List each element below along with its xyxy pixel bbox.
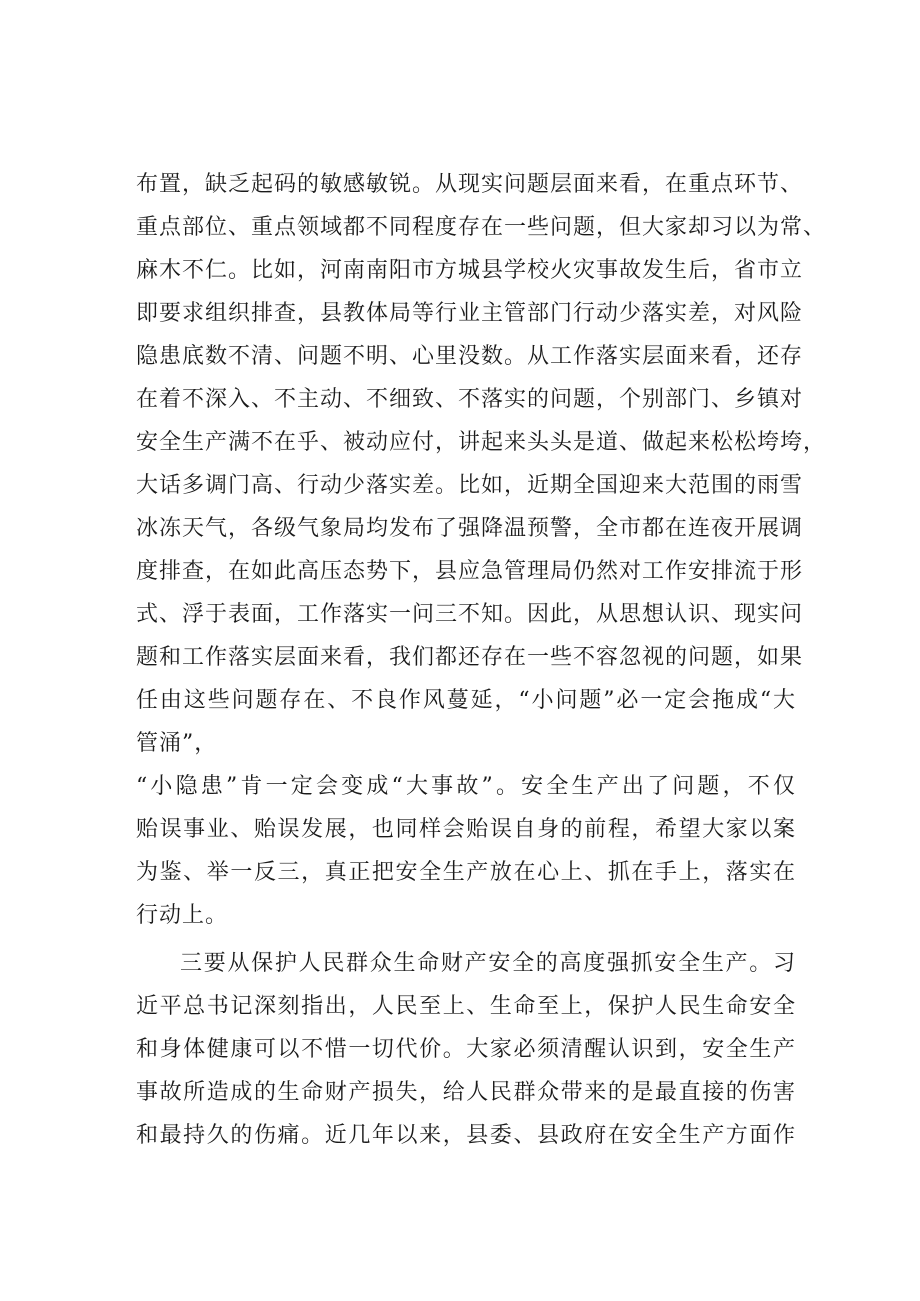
text-line: 安全生产满不在乎、被动应付，讲起来头头是道、做起来松松垮垮， xyxy=(136,430,827,455)
text-line: 和身体健康可以不惜一切代价。大家必须清醒认识到，安全生产 xyxy=(136,1037,796,1062)
text-line: 题和工作落实层面来看，我们都还存在一些不容忽视的问题，如果 xyxy=(136,645,804,670)
text-line: 任由这些问题存在、不良作风蔓延，“小问题”必一定会拖成“大 xyxy=(136,688,796,713)
text-line: 和最持久的伤痛。近几年以来，县委、县政府在安全生产方面作 xyxy=(136,1123,796,1148)
text-line: 度排查，在如此高压态势下，县应急管理局仍然对工作安排流于形 xyxy=(136,559,804,584)
text-line: 隐患底数不清、问题不明、心里没数。从工作落实层面来看，还存 xyxy=(136,344,804,369)
text-line: 大话多调门高、行动少落实差。比如，近期全国迎来大范围的雨雪 xyxy=(136,473,804,498)
text-line: 管涌”， xyxy=(136,731,218,756)
text-line: 为鉴、举一反三，真正把安全生产放在心上、抓在手上，落实在 xyxy=(136,860,796,885)
text-line: 麻木不仁。比如，河南南阳市方城县学校火灾事故发生后，省市立 xyxy=(136,258,804,283)
text-line: 近平总书记深刻指出，人民至上、生命至上，保护人民生命安全 xyxy=(136,994,796,1019)
text-line: 事故所造成的生命财产损失，给人民群众带来的是最直接的伤害 xyxy=(136,1080,796,1105)
text-line: 冰冻天气，各级气象局均发布了强降温预警，全市都在连夜开展调 xyxy=(136,516,804,541)
text-line: 即要求组织排查，县教体局等行业主管部门行动少落实差，对风险 xyxy=(136,301,804,326)
text-line: 在着不深入、不主动、不细致、不落实的问题，个别部门、乡镇对 xyxy=(136,387,804,412)
text-line: 贻误事业、贻误发展，也同样会贻误自身的前程，希望大家以案 xyxy=(136,817,796,842)
text-line: 布置，缺乏起码的敏感敏锐。从现实问题层面来看，在重点环节、 xyxy=(136,172,804,197)
text-line: 式、浮于表面，工作落实一问三不知。因此，从思想认识、现实问 xyxy=(136,602,804,627)
text-line: “小隐患”肯一定会变成“大事故”。安全生产出了问题，不仅 xyxy=(136,774,796,799)
text-line: 重点部位、重点领域都不同程度存在一些问题，但大家却习以为常、 xyxy=(136,215,827,240)
text-line: 行动上。 xyxy=(136,903,229,928)
text-line: 三要从保护人民群众生命财产安全的高度强抓安全生产。习 xyxy=(180,951,796,976)
